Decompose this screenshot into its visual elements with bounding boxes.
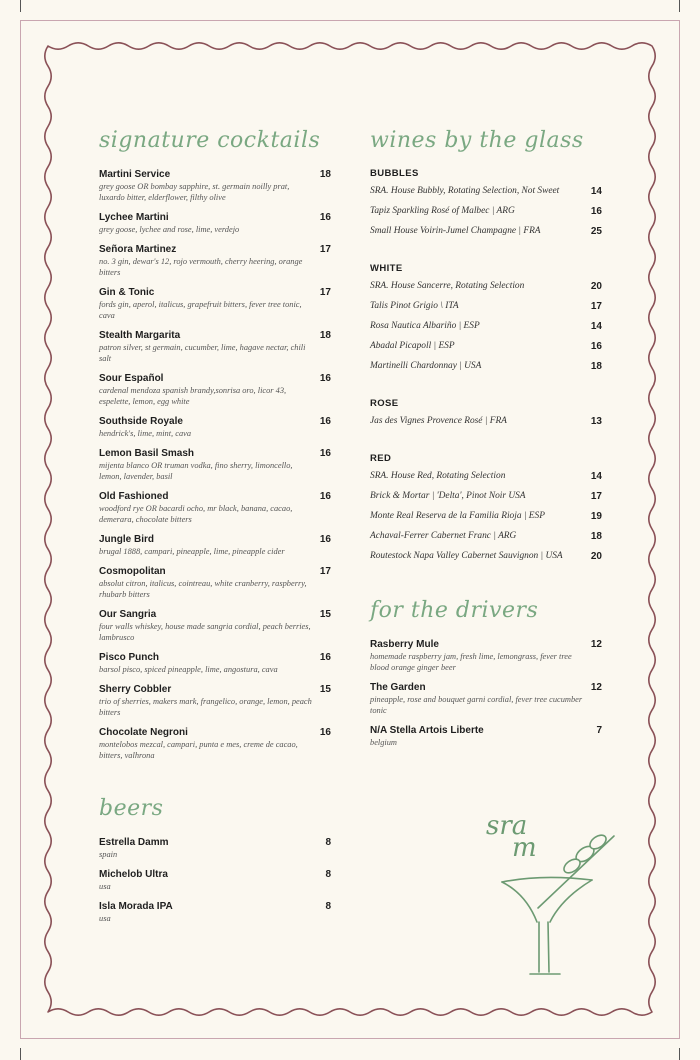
item-name: Southside Royale <box>99 416 183 427</box>
wines-title: wines by the glass <box>370 128 584 153</box>
wine-price: 16 <box>590 341 602 352</box>
item-name: Señora Martinez <box>99 244 177 255</box>
beer-list <box>99 836 331 924</box>
wine-price: 14 <box>590 471 602 482</box>
item-name: Martini Service <box>99 169 171 180</box>
wine-item <box>370 470 602 490</box>
item-price: 16 <box>319 491 331 502</box>
cocktails-title: signature cocktails <box>99 128 321 153</box>
wine-group <box>370 398 602 435</box>
menu-item <box>99 243 331 278</box>
wine-name: Routestock Napa Valley Cabernet Sauvignon | USA <box>370 551 563 561</box>
wine-name: SRA. House Red, Rotating Selection <box>370 471 506 481</box>
item-name: Michelob Ultra <box>99 869 168 880</box>
logo-text-m: m <box>512 833 537 863</box>
item-price: 16 <box>319 416 331 427</box>
menu-item <box>99 900 331 924</box>
item-price: 15 <box>319 609 331 620</box>
wine-item <box>370 550 602 570</box>
wine-item <box>370 300 602 320</box>
item-description: montelobos mezcal, campari, punta e mes, creme de cacao, bitters, valhrona <box>99 740 298 760</box>
cocktail-list <box>99 168 331 761</box>
wine-price: 18 <box>590 361 602 372</box>
menu-item <box>99 651 331 675</box>
item-description: spain <box>99 850 118 859</box>
wine-item <box>370 510 602 530</box>
wine-group <box>370 263 602 380</box>
wine-price: 14 <box>590 321 602 332</box>
item-description: cardenal mendoza spanish brandy,sonrisa oro, licor 43, espelette, lemon, egg white <box>99 386 287 406</box>
wine-name: SRA. House Bubbly, Rotating Selection, Not Sweet <box>370 186 560 196</box>
glass-rim <box>502 877 592 882</box>
wine-name: Abadal Picapoll | ESP <box>370 341 455 351</box>
item-description: belgium <box>370 738 397 747</box>
item-name: N/A Stella Artois Liberte <box>370 725 484 736</box>
wine-price: 20 <box>590 551 602 562</box>
item-description: patron silver, st germain, cucumber, lime, hagave nectar, chili salt <box>99 343 306 363</box>
item-description: homemade raspberry jam, fresh lime, lemongrass, fever tree blood orange ginger beer <box>370 652 572 672</box>
menu-item <box>99 533 331 557</box>
item-price: 17 <box>319 566 331 577</box>
item-description: grey goose, lychee and rose, lime, verdejo <box>99 225 240 234</box>
wine-price: 16 <box>590 206 602 217</box>
menu-item <box>99 726 331 761</box>
martini-glass-icon <box>482 812 627 982</box>
menu-item <box>99 372 331 407</box>
wine-item <box>370 490 602 510</box>
menu-item <box>99 868 331 892</box>
menu-item <box>99 286 331 321</box>
wine-group-heading: ROSE <box>370 398 399 409</box>
left-column <box>99 128 331 769</box>
item-price: 16 <box>319 652 331 663</box>
wine-name: Jas des Vignes Provence Rosé | FRA <box>370 416 507 426</box>
wine-group-heading: BUBBLES <box>370 168 419 179</box>
cocktail-pick <box>538 836 614 908</box>
item-description: pineapple, rose and bouquet garni cordial, fever tree cucumber tonic <box>370 695 583 715</box>
wine-price: 25 <box>590 226 602 237</box>
item-name: Old Fashioned <box>99 491 169 502</box>
menu-item <box>99 168 331 203</box>
drivers-section <box>370 598 602 756</box>
item-name: Our Sangria <box>99 609 157 620</box>
wine-item <box>370 530 602 550</box>
wine-name: Martinelli Chardonnay | USA <box>370 361 482 371</box>
beers-title: beers <box>99 796 164 821</box>
drivers-title: for the drivers <box>370 598 539 623</box>
item-name: Lemon Basil Smash <box>99 448 195 459</box>
wine-name: Monte Real Reserva de la Familia Rioja | ESP <box>370 511 545 521</box>
menu-item <box>99 608 331 643</box>
item-price: 7 <box>596 725 602 736</box>
item-name: Sherry Cobbler <box>99 684 172 695</box>
item-description: grey goose OR bombay sapphire, st. germain noilly prat, luxardo bitter, elderflower, filthy olive <box>99 182 290 202</box>
menu-item <box>99 565 331 600</box>
wine-group-heading: WHITE <box>370 263 403 274</box>
wine-name: Talis Pinot Grigio \ ITA <box>370 301 459 311</box>
menu-item <box>99 415 331 439</box>
menu-item <box>370 638 602 673</box>
item-name: Sour Español <box>99 373 164 384</box>
beers-section <box>99 796 331 932</box>
wine-price: 20 <box>590 281 602 292</box>
menu-item <box>99 211 331 235</box>
wine-item <box>370 205 602 225</box>
item-description: no. 3 gin, dewar's 12, rojo vermouth, cherry heering, orange bitters <box>99 257 303 277</box>
wine-name: Rosa Nautica Albariño | ESP <box>370 321 480 331</box>
menu-item <box>99 329 331 364</box>
item-price: 15 <box>319 684 331 695</box>
wine-price: 17 <box>590 491 602 502</box>
item-name: Jungle Bird <box>99 534 155 545</box>
wine-item <box>370 280 602 300</box>
menu-item <box>99 490 331 525</box>
item-description: absolut citron, italicus, cointreau, white cranberry, raspberry, rhubarb bitters <box>99 579 307 599</box>
item-description: trio of sherries, makers mark, frangelico, orange, lemon, peach bitters <box>99 697 312 717</box>
right-column <box>370 128 602 588</box>
glass-bowl-right <box>550 880 592 922</box>
item-name: Isla Morada IPA <box>99 901 173 912</box>
wine-price: 17 <box>590 301 602 312</box>
wine-price: 19 <box>590 511 602 522</box>
wine-item <box>370 340 602 360</box>
item-price: 16 <box>319 727 331 738</box>
item-description: hendrick's, lime, mint, cava <box>99 429 192 438</box>
wine-item <box>370 415 602 435</box>
wine-name: Tapiz Sparkling Rosé of Malbec | ARG <box>370 206 515 216</box>
item-description: four walls whiskey, house made sangria cordial, peach berries, lambrusco <box>99 622 311 642</box>
item-name: Stealth Margarita <box>99 330 181 341</box>
driver-list <box>370 638 602 748</box>
item-name: Pisco Punch <box>99 652 160 663</box>
wine-name: SRA. House Sancerre, Rotating Selection <box>370 281 525 291</box>
item-price: 16 <box>319 212 331 223</box>
item-description: fords gin, aperol, italicus, grapefruit bitters, fever tree tonic, cava <box>99 300 302 320</box>
wine-group-heading: RED <box>370 453 392 464</box>
wine-item <box>370 320 602 340</box>
item-price: 18 <box>319 169 331 180</box>
item-description: barsol pisco, spiced pineapple, lime, angostura, cava <box>99 665 278 674</box>
wine-price: 13 <box>590 416 602 427</box>
wine-groups <box>370 168 602 570</box>
logo-text-sra: sra <box>486 812 528 841</box>
item-price: 12 <box>590 639 602 650</box>
wine-group <box>370 168 602 245</box>
item-price: 8 <box>325 837 331 848</box>
item-name: Cosmopolitan <box>99 566 166 577</box>
wine-name: Brick & Mortar | 'Delta', Pinot Noir USA <box>370 491 526 501</box>
item-name: Gin & Tonic <box>99 287 155 298</box>
menu-item <box>99 447 331 482</box>
item-description: usa <box>99 914 111 923</box>
item-price: 18 <box>319 330 331 341</box>
wine-name: Small House Voirin-Jumel Champagne | FRA <box>370 226 541 236</box>
glass-bowl-left <box>502 882 537 922</box>
glass-stem <box>539 922 549 972</box>
item-price: 8 <box>325 901 331 912</box>
wine-price: 14 <box>590 186 602 197</box>
item-description: brugal 1888, campari, pineapple, lime, pineapple cider <box>99 547 285 556</box>
item-price: 12 <box>590 682 602 693</box>
item-name: Lychee Martini <box>99 212 169 223</box>
item-price: 16 <box>319 534 331 545</box>
item-name: Estrella Damm <box>99 837 169 848</box>
item-name: Chocolate Negroni <box>99 727 188 738</box>
item-price: 8 <box>325 869 331 880</box>
item-price: 17 <box>319 244 331 255</box>
wine-name: Achaval-Ferrer Cabernet Franc | ARG <box>370 531 517 541</box>
menu-item <box>370 724 602 748</box>
menu-item <box>99 836 331 860</box>
item-description: usa <box>99 882 111 891</box>
menu-item <box>370 681 602 716</box>
item-price: 16 <box>319 373 331 384</box>
wine-item <box>370 225 602 245</box>
wine-item <box>370 360 602 380</box>
wine-group <box>370 453 602 570</box>
wine-price: 18 <box>590 531 602 542</box>
item-name: Rasberry Mule <box>370 639 439 650</box>
item-description: mijenta blanco OR truman vodka, fino sherry, limoncello, lemon, lavender, basil <box>99 461 293 481</box>
item-price: 16 <box>319 448 331 459</box>
menu-item <box>99 683 331 718</box>
wine-item <box>370 185 602 205</box>
item-price: 17 <box>319 287 331 298</box>
item-name: The Garden <box>370 682 426 693</box>
item-description: woodford rye OR bacardi ocho, mr black, banana, cacao, demerara, chocolate bitters <box>99 504 293 524</box>
